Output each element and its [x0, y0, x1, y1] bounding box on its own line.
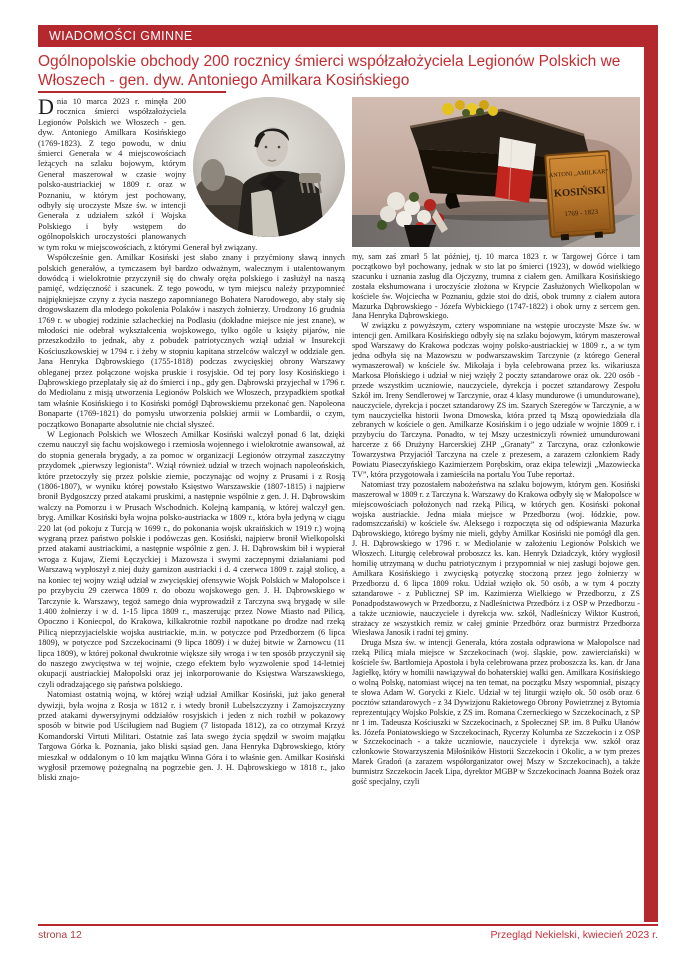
accent-bar	[644, 25, 658, 922]
coffin-photo-illustration	[352, 97, 640, 247]
left-column	[38, 97, 345, 923]
right-column	[352, 97, 640, 923]
paragraph-text: nia 10 marca 2023 r. minęła 200 rocznica śmierci współzałożyciela Legionów Polskich we Włoszech - gen. dyw. Antoniego Amilkara Kosińskiego (1769-1823). Z tego powodu, w dniu śmierci Generała w 4 miejscowościach leżących na szlaku bojowym, którym Generał maszerował w czasie wojny polsko-austriackiej w 1809 r. oraz w Poznaniu, w którym jest pochowany, odbyły się uroczyste Msze św. w intencji Generała z udziałem szkół i Wojska Polskiego i były wstępem do ogólnopolskich uroczystości planowanych w tym roku w miejscowościach, z którymi Generał był związany.	[38, 97, 258, 252]
flag-red-stripe	[495, 166, 533, 203]
epaulette	[299, 173, 321, 183]
paragraph: my, sam zaś zmarł 5 lat później, tj. 10 marca 1823 r. w Targowej Górce i tam początkowo był pochowany, jednak w sto lat po śmierci (1923), w dowód wielkiego szacunku i uznania zasług dla Ojczyzny, trumna z ciałem gen. Amilkara Kosińskiego została ekshumowana i uroczyście złożona w Krypcie Zasłużonych Wielkopolan w kościele św. Wojciecha w Poznaniu, gdzie stoi do dziś, obok trumny z ciałem autora Mazurka Dąbrowskiego - Józefa Wybickiego (1747-1822) i obok urny z sercem gen. Jana Henryka Dąbrowskiego.	[352, 252, 640, 321]
paragraph: W Legionach Polskich we Włoszech Amilkar Kosiński walczył ponad 6 lat, dzięki czemu nauczył się fachu wojskowego i rzemiosła wojennego i wielokrotnie awansował, aż do stopnia generała brygady, a za pomoc w organizacji Legionów otrzymał zaszczytny przydomek „pierwszy legionista”. Wziął również udział w trzech wojnach napoleońskich, które przetoczyły się przez polskie ziemie, poczynając od wojny z Prusami i z Rosją (1806-1807), w wyniku której powstało Księstwo Warszawskie (1807-1815) i najpierw bronił Bydgoszczy przed atakami pruskimi, a następnie wspólnie z gen. J. H. Dąbrowskim walczy na Pomorzu i w Prusach Wschodnich. Kolejną kampanią, w której walczył gen. bryg. Amilkar Kosiński była wojna polsko-austriacka w 1809 r., która była jedyną w ciągu 220 lat (od pokoju z Turcją w 1699 r., do pokonania wojsk ukraińskich w 1919 r.) wojną wygraną przez państwo polskie i podówczas gen. Kosiński, najpierw bronił Wielkopolski przed atakami austriackimi, a następnie wspólnie z gen. J. H. Dąbrowskim bił i wypierał wroga z Kujaw, Ziemi Łęczyckiej i Mazowsza i swymi zaczepnymi działaniami pod Warszawą wypłoszył z niej duży garnizon austriacki i d. 4 czerwca 1809 r. zajął stolicę, a na koniec tej wojny wziął udział w zwycięskiej ofensywie Wojsk Polskich w Małopolsce i po przybyciu 29 czerwca 1809 r. do obozu wojskowego gen. J. H. Dąbrowskiego w Tarczynie k. Warszawy, tegoż samego dnia wyprowadził z Tarczyna swą brygadę w sile 1.400 żołnierzy i w d. 1-15 lipca 1809 r., maszerując przez Nowe Miasto nad Pilicą, Opoczno i Koniecpol, do Krakowa, kilkakrotnie rozbił napotkane po drodze nad rzeką Pilicą nieprzyjacielskie wojska austriackie, m.in. w potyczce pod Przedborzem (6 lipca 1809), w potyczce pod Szczekocinami (9 lipca 1809) i w dużej bitwie w Żarnowcu (11 lipca 1809), w której pokonał dwukrotnie większe siły wroga i w ten sposób przyczynił się do naszego zwycięstwa w tej wojnie, czego efektem było wyzwolenie spod 14-letniej okupacji austriackiej Małopolski oraz jej inkorporowanie do Księstwa Warszawskiego, czyli odradzającego się państwa polskiego.	[38, 430, 345, 689]
paragraph: Natomiast trzy pozostałem nabożeństwa na szlaku bojowym, którym gen. Kosiński maszerował w 1809 r. z Tarczyna k. Warszawy do Krakowa odbyły się w Małopolsce w miejscowościach położonych nad rzeką Pilicą, w których gen. Kosiński pokonał wojska austriackie. Jedna miała miejsce w Przedborzu (woj. łódzkie, pow. radomszczański) w kościele św. Aleksego i rozpoczęta się od odśpiewania Mazurka Dąbrowskiego, którego byśmy nie mieli, gdyby Amilkar Kosiński nie pomógł dla gen. J. H. Dąbrowskiego w 1796 r. w Mediolanie w założeniu Legionów Polskich we Włoszech. Liturgię celebrował proboszcz ks. kan. Henryk Dziadczyk, który wygłosił homilię utrzymaną w duchu patriotycznym i przypomniał w niej zasługi bojowe gen. Amilkara Kosińskiego i zwycięską potyczkę stoczoną przez jego żołnierzy w Przedborzu d. 6 lipca 1809 roku. Udział wzięło ok. 50 osób, a w tym 4 poczty sztandarowe - z Publicznej SP im. Kazimierza Wielkiego w Przedborzu, z ZS Ponadpodstawowych w Przedborzu, z Nadleśnictwa Przedbórz i z OSP w Przedborzu - a także uczniowie, nauczyciele i dyrekcja ww. szkół, Nadleśniczy Wiktor Kustroń, strażacy ze wszystkich remiz w całej gminie Przedbórz oraz burmistrz Przedborza Wiesława Janosik i radni tej gminy.	[352, 479, 640, 638]
paragraph: Natomiast ostatnią wojną, w której wziął udział Amilkar Kosiński, już jako generał dywizji, była wojna z Rosja w 1812 r. i wtedy bronił Lubelszczyzny i Zamojszczyzny przed atakami dywersyjnymi oddziałów rosyjskich i jeden z nich rozbił w pokazowy sposób w bitwie pod Uściługiem nad Bugiem (7 listopada 1812), za co otrzymał Krzyż Komandorski Virtuti Militari. Ostatnie zaś lata swego życia spędził w swoim majątku Targowa Górka k. Poznania, jako bliski sąsiad gen. Jana Henryka Dąbrowskiego, który mieszkał w oddalonym o 10 km majątku Winna Góra i to właśnie gen. Amilkar Kosiński wygłosił przemowę pożegnalną na pogrzebie gen. J. H. Dąbrowskiego w 1818 r., jako bliski znajo-	[38, 690, 345, 783]
page-number: strona 12	[38, 929, 82, 941]
issue-label: Przegląd Nekielski, kwiecień 2023 r.	[490, 929, 658, 941]
portrait-illustration	[193, 97, 345, 237]
paragraph: W związku z powyższym, cztery wspomniane na wstępie uroczyste Msze św. w intencji gen. Amilkara Kosińskiego odbyły się na szlaku bojowym, którym maszerował spod Warszawy do Krakowa podczas wojny polsko-austriackiej w 1809 r., a w tym jedna odbyła się na Mazowszu w podwarszawskim Tarczynie (z którego Generał wymaszerował) w kościele św. Mikołaja i była celebrowana przez ks. wikariusza Markosa Płońskiego i udział w niej wzięły 2 poczty sztandarowe oraz ok. 220 osób - przede wszystkim uczniowie, nauczyciele, dyrekcja i poczet sztandarowy Zespołu Szkół im. Ireny Sendlerowej w Tarczynie, oraz 4 klasy mundurowe (i umundurowane), nauczyciele, dyrekcja i poczet sztandarowy ZS im. Szarych Szeregów w Tarczynie, a w tym nauczycielka historii Iwona Dmowska, która przed tą Mszą opowiedziała dla zebranych w kościele o gen. Amilkarze Kosińskim i o jego udziale w wojnie 1809 r. i przybyciu do Tarczyna. Ponadto, w tej Mszy uczestniczyli również umundurowani harcerze z 66 Drużyny Harcerskiej ZHP „Granaty” z Tarczyna, oraz członkowie Towarzystwa Przyjaciół Tarczyna na czele z prezesem, a zarazem członkiem Rady Powiatu Piaseczyńskiego Kazimierzem Porębskim, oraz ekipa telewizji „Mazowiecka TV”, która przygotowała i zamieściła na portalu You Tube reportaż.	[352, 321, 640, 479]
paragraph	[38, 97, 345, 253]
left-eye	[265, 146, 268, 149]
plaque-dates-line: 1769 - 1823	[564, 207, 599, 219]
plume	[201, 159, 225, 191]
title-underline	[38, 91, 226, 93]
right-eye	[278, 146, 281, 149]
paragraph: Druga Msza św. w intencji Generała, która została odprawiona w Małopolsce nad rzeką Pilicą miała miejsce w Szczekocinach (woj. śląskie, pow. zawierciański) w kościele św. Bartłomieja Apostoła i była celebrowana przez proboszcza ks. kan. dr Jana Jagiełkę, który w homilii nawiązywał do bohaterskiej walki gen. Amilkara Kosińskiego o wolną Polskę, natomiast więcej na ten temat, na początku Mszy wspomniał, piszący te słowa Adam W. Gorycki z Kielc. Udział w tej liturgii wzięło ok. 50 osób oraz 6 pocztów sztandarowych - z 34 Dywizjonu Rakietowego Obrony Powietrznej z Bytomia reprezentujący Wojsko Polskie, z ZS im. Romana Czerneckiego w Szczekocinach, z SP nr 1 im. Tadeusza Kościuszki w Szczekocinach, z Społecznej SP. im. 8 Pułku Ułanów ks. Józefa Poniatowskiego w Szczekocinach, Rycerzy Kolumba ze Szczekocin i z OSP w Szczekocinach - a także uczniowie, nauczyciele i dyrekcja ww. szkół oraz członkowie Stowarzyszenia Miłośników Historii Szczekocin i Okolic, a w tym prezes Marek Gradoń (a zarazem współorganizator owej Mszy w Szczekocinach), a także burmistrz Szczekocin Jacek Lipa, dyrektor MGBP w Szczekocinach Joanna Bożek oraz gość specjalny, czyli	[352, 638, 640, 787]
memorial-plaque	[545, 151, 615, 241]
paragraph: Współcześnie gen. Amilkar Kosiński jest słabo znany i przyćmiony sławą innych polskich generałów, a tymczasem był bardzo odważnym, walecznym i utalentowanym dowódcą i wielokrotnie przyczynił się do chwały oręża polskiego i zasłużył na naszą pamięć, wdzięczność i szacunek. Z tego powodu, w tym miejscu należy przypomnieć najpiękniejsze czyny z życia naszego zapomnianego Bohatera Narodowego, aby stały się drogowskazem dla młodego pokolenia Polaków i naszych żołnierzy. Urodzony 16 grudnia 1769 r. w ubogiej rodzinie szlacheckiej na Podlasiu (dokładne miejsce nie jest znane), w młodości nie odebrał wykształcenia wojskowego, tylko ogóle u księży pijarów, nie przeszkodziło to jednak, aby z pobudek patriotycznych wziął udział w Insurekcji Kościuszkowskiej w 1794 r. i żeby w stopniu kapitana strzelców walczył w oddziale gen. Jana Henryka Dąbrowskiego (1755-1818) podczas zwycięskiej obrony Warszawy obleganej przez połączone wojska pruskie i rosyjskie. Od tej pory losy Kosińskiego i Dąbrowskiego przeplatały się aż do śmierci i np., gdy gen. Dąbrowski przyjechał w 1796 r. do Mediolanu z misją utworzenia Legionów Polskich we Włoszech, przypadkiem spotkał tam właśnie Kosińskiego i to Kosiński pomógł Dąbrowskiemu przekonać gen. Napoleona Bonaparte (1769-1821) do pomysłu utworzenia polskiej armii w Lombardii, o czym, początkowo Bonaparte absolutnie nie chciał słyszeć.	[38, 253, 345, 429]
section-banner-label: WIADOMOŚCI GMINNE	[49, 29, 193, 43]
drop-cap: D	[38, 97, 54, 119]
plaque-surname-line: KOSIŃSKI	[553, 185, 607, 200]
portrait-image	[193, 97, 345, 237]
page-title: Ogólnopolskie obchody 200 rocznicy śmierci współzałożyciela Legionów Polskich we Włoszech - gen. dyw. Antoniego Amilkara Kosińskiego	[38, 53, 621, 89]
plaque-name-line: ANTONI „AMILKAR”	[548, 167, 609, 180]
section-banner	[38, 25, 658, 47]
coffin-photo	[352, 97, 640, 247]
footer-rule	[38, 924, 658, 926]
